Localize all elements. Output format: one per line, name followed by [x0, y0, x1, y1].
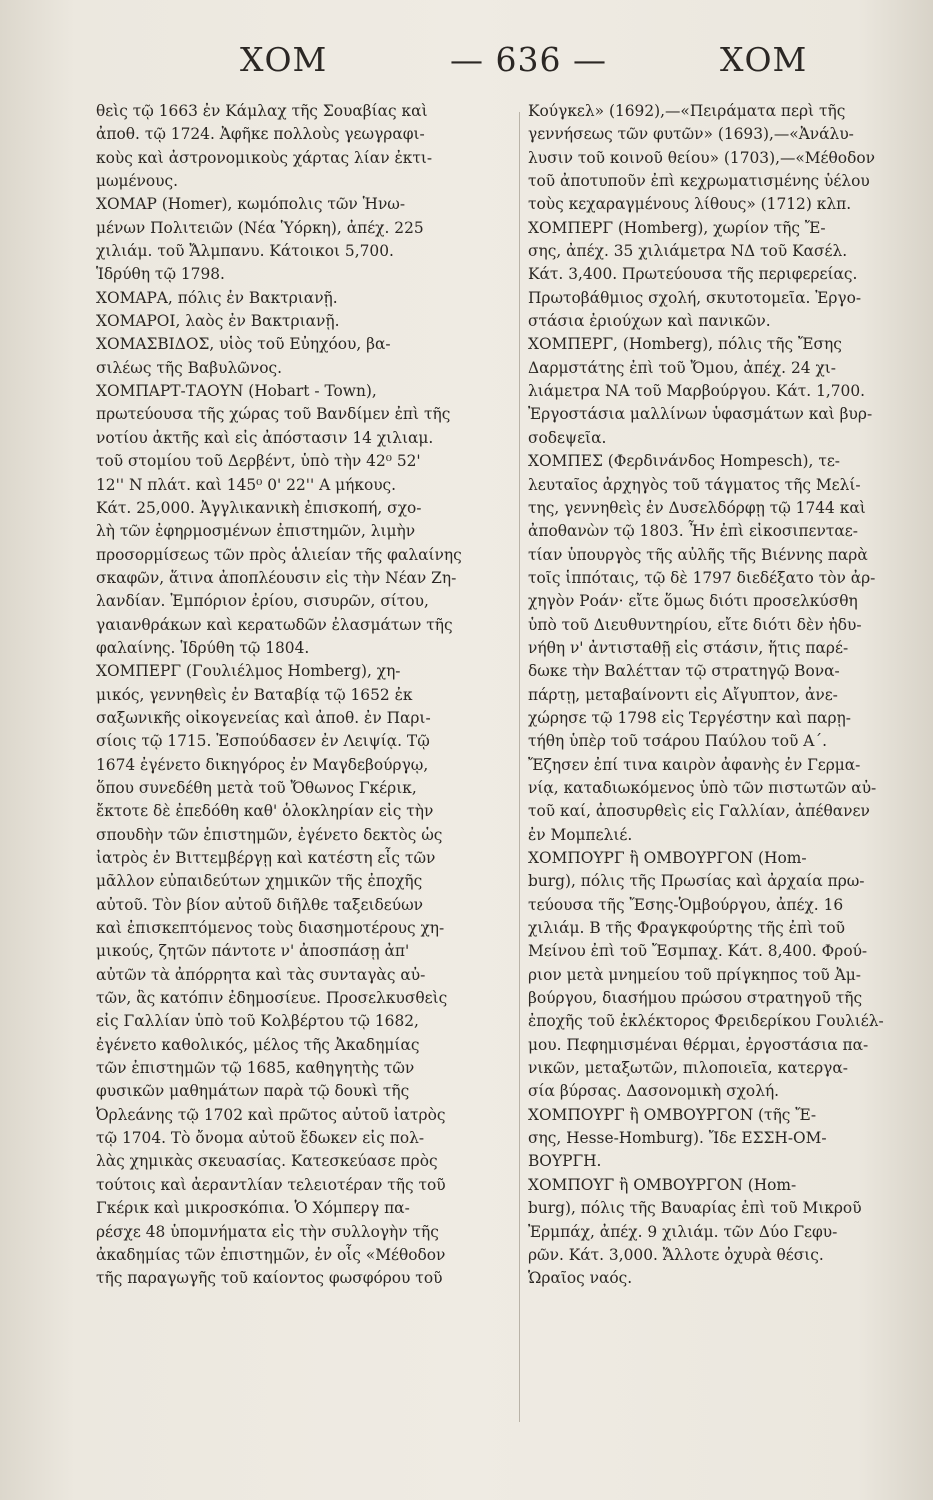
text-line: Γκέρικ καὶ μικροσκόπια. Ὁ Χόμπεργ πα- — [96, 1199, 410, 1218]
text-line: μικούς, ζητῶν πάντοτε ν' ἀποσπάσῃ ἀπ' — [96, 942, 410, 961]
text-line: Πρωτοβάθμιος σχολή, σκυτοτομεῖα. Ἐργο- — [528, 288, 862, 307]
text-line: Μείνου ἐπὶ τοῦ Ἔσμπαχ. Κάτ. 8,400. Φρού- — [528, 942, 868, 961]
text-line: Ἔζησεν ἐπί τινα καιρὸν ἀφανὴς ἐν Γερμα- — [528, 755, 861, 774]
text-line: ΧΟΜΠΟΥΡΓ ἢ ΟΜΒΟΥΡΓΟΝ (Hom- — [528, 849, 807, 867]
text-line: λανδίαν. Ἐμπόριον ἐρίου, σισυρῶν, σίτου, — [96, 592, 429, 611]
text-line: burg), πόλις τῆς Πρωσίας καὶ ἀρχαία πρω- — [528, 872, 865, 891]
text-line: Ἐρμπάχ, ἀπέχ. 9 χιλιάμ. τῶν Δύο Γεφυ- — [528, 1222, 838, 1241]
text-line: πρωτεύουσα τῆς χώρας τοῦ Βανδίμεν ἐπὶ τῆς — [96, 405, 451, 424]
text-line: πάρτῃ, μεταβαίνοντι εἰς Αἴγυπτον, ἀνε- — [528, 685, 838, 704]
text-line: ἐποχῆς τοῦ ἐκλέκτορος Φρειδερίκου Γουλιέλ- — [528, 1012, 884, 1031]
text-line: 1674 ἐγένετο δικηγόρος ἐν Μαγδεβούργῳ, — [96, 755, 429, 774]
text-line: ρέσχε 48 ὑπομνήματα εἰς τὴν συλλογὴν τῆς — [96, 1222, 439, 1241]
text-line: λευταῖος ἀρχηγὸς τοῦ τάγματος τῆς Μελί- — [528, 475, 861, 494]
text-line: Κούγκελ» (1692),—«Πειράματα περὶ τῆς — [528, 102, 846, 120]
text-line: τοῖς ἱππόταις, τῷ δὲ 1797 διεδέξατο τὸν ἀρ- — [528, 568, 876, 587]
text-line: δωκε τὴν Βαλέτταν τῷ στρατηγῷ Βονα- — [528, 662, 840, 681]
text-line: χιλιάμ. τοῦ Ἄλμπανυ. Κάτοικοι 5,700. — [96, 242, 394, 261]
text-line: ἀποθ. τῷ 1724. Ἀφῆκε πολλοὺς γεωγραφι- — [96, 125, 425, 144]
text-line: Ὡραῖος ναός. — [528, 1269, 633, 1288]
header-guide-word-left: ΧΟΜ — [240, 40, 328, 79]
text-line: ΒΟΥΡΓΗ. — [528, 1152, 602, 1171]
text-line: σκαφῶν, ἅτινα ἀποπλέουσιν εἰς τὴν Νέαν Ζη- — [96, 568, 457, 587]
text-line: τῷ 1704. Τὸ ὄνομα αὐτοῦ ἔδωκεν εἰς πολ- — [96, 1129, 425, 1148]
text-line: λυσιν τοῦ κοινοῦ θείου» (1703),—«Μέθοδον — [528, 148, 875, 167]
text-line: ΧΟΜΑΣΒΙΔΟΣ, υἱὸς τοῦ Εὐηχόου, βα- — [96, 335, 391, 354]
text-line: χώρησε τῷ 1798 εἰς Τεργέστην καὶ παρῃ- — [528, 708, 851, 727]
text-line: σιλέως τῆς Βαβυλῶνος. — [96, 358, 282, 377]
text-line: ἔκτοτε δὲ ἐπεδόθη καθ' ὁλοκληρίαν εἰς τὴν — [96, 802, 434, 821]
text-line: ἐγένετο καθολικός, μέλος τῆς Ἀκαδημίας — [96, 1035, 420, 1054]
text-line: νίᾳ, καταδιωκόμενος ὑπὸ τῶν πιστωτῶν αὐ- — [528, 778, 877, 797]
text-line: Δαρμστάτης ἐπὶ τοῦ Ὄμου, ἀπέχ. 24 χι- — [528, 358, 837, 377]
text-line: τῶν ἐπιστημῶν τῷ 1685, καθηγητὴς τῶν — [96, 1059, 415, 1078]
text-line: Ἐργοστάσια μαλλίνων ὑφασμάτων καὶ βυρ- — [528, 405, 873, 424]
text-line: νοτίου ἀκτῆς καὶ εἰς ἀπόστασιν 14 χιλιαμ. — [96, 428, 434, 447]
text-line: ΧΟΜΠΕΣ (Φερδινάνδος Hompesch), τε- — [528, 452, 841, 471]
text-line: μου. Πεφημισμέναι θέρμαι, ἐργοστάσια πα- — [528, 1035, 869, 1054]
text-line: καὶ ἐπισκεπτόμενος τοὺς διασημοτέρους χη- — [96, 919, 445, 938]
header-guide-word-right: ΧΟΜ — [720, 40, 808, 79]
text-line: ΧΟΜΠΟΥΡΓ ἢ ΟΜΒΟΥΡΓΟΝ (τῆς Ἔ- — [528, 1105, 817, 1124]
text-line: ΧΟΜΑΡ (Homer), κωμόπολις τῶν Ἡνω- — [96, 195, 406, 214]
text-line: τῆς παραγωγῆς τοῦ καίοντος φωσφόρου τοῦ — [96, 1269, 443, 1288]
text-line: σπουδὴν τῶν ἐπιστημῶν, ἐγένετο δεκτὸς ὡς — [96, 825, 443, 844]
text-line: ριον μετὰ μνημείου τοῦ πρίγκηπος τοῦ Ἀμ- — [528, 965, 861, 984]
text-line: φαλαίνης. Ἱδρύθη τῷ 1804. — [96, 638, 310, 657]
text-line: ρῶν. Κάτ. 3,000. Ἄλλοτε ὀχυρὰ θέσις. — [528, 1245, 824, 1264]
text-line: τίαν ὑπουργὸς τῆς αὐλῆς τῆς Βιέννης παρὰ — [528, 545, 868, 564]
text-line: μωμένους. — [96, 172, 179, 191]
text-line: σία βύρσας. Δασονομικὴ σχολή. — [528, 1082, 780, 1101]
text-line: Κάτ. 25,000. Ἀγγλικανικὴ ἐπισκοπή, σχο- — [96, 498, 422, 517]
text-line: μικός, γεννηθεὶς ἐν Βαταβίᾳ τῷ 1652 ἐκ — [96, 685, 413, 704]
text-line: νήθη ν' ἀντισταθῇ εἰς στάσιν, ἥτις παρέ- — [528, 638, 849, 657]
text-line: γαιανθράκων καὶ κερατωδῶν ἐλασμάτων τῆς — [96, 615, 453, 634]
text-line: αὐτῶν τὰ ἀπόρρητα καὶ τὰς συνταγὰς αὐ- — [96, 965, 426, 984]
text-line: burg), πόλις τῆς Βαυαρίας ἐπὶ τοῦ Μικροῦ — [528, 1199, 862, 1218]
text-line: γεννήσεως τῶν φυτῶν» (1693),—«Ἀνάλυ- — [528, 125, 854, 144]
text-line: ΧΟΜΠΕΡΓ (Homberg), χωρίον τῆς Ἔ- — [528, 218, 826, 237]
text-line: τούτοις καὶ ἀεραντλίαν τελειοτέραν τῆς τοῦ — [96, 1175, 446, 1194]
page-number: — 636 — — [450, 40, 607, 79]
text-line: αὐτοῦ. Τὸν βίον αὐτοῦ διῆλθε ταξειδεύων — [96, 895, 423, 914]
text-line: χιλιάμ. Β τῆς Φραγκφούρτης τῆς ἐπὶ τοῦ — [528, 919, 846, 938]
text-line: βούργου, διασήμου πρώσου στρατηγοῦ τῆς — [528, 989, 863, 1008]
text-line: Ὀρλεάνης τῷ 1702 καὶ πρῶτος αὐτοῦ ἰατρὸς — [96, 1105, 446, 1124]
text-line: ΧΟΜΠΑΡΤ-ΤΑΟΥΝ (Hobart - Town), — [96, 382, 377, 401]
text-line: Ἱδρύθη τῷ 1798. — [96, 265, 225, 284]
text-line: ἐν Μομπελιέ. — [528, 825, 633, 844]
column-divider — [519, 112, 520, 1422]
text-line: ἀποθανὼν τῷ 1803. Ἦν ἐπὶ εἰκοσιπενταε- — [528, 522, 858, 541]
text-line: μᾶλλον εὐπαιδεύτων χημικῶν τῆς ἐποχῆς — [96, 872, 423, 891]
left-column — [96, 100, 514, 1480]
text-line: προσορμίσεως τῶν πρὸς ἁλιείαν τῆς φαλαίνης — [96, 545, 462, 564]
text-line: εἰς Γαλλίαν ὑπὸ τοῦ Κολβέρτου τῷ 1682, — [96, 1012, 419, 1031]
text-line: 12'' Ν πλάτ. καὶ 145⁰ 0' 22'' Α μήκους. — [96, 475, 397, 494]
text-line: σαξωνικῆς οἰκογενείας καὶ ἀποθ. ἐν Παρι- — [96, 708, 431, 727]
text-line: τοῦ καί, ἀποσυρθεὶς εἰς Γαλλίαν, ἀπέθανεν — [528, 802, 870, 821]
text-line: ὑπὸ τοῦ Διευθυντηρίου, εἴτε διότι δὲν ἠδυ- — [528, 615, 862, 634]
text-line: λὰς χημικὰς σκευασίας. Κατεσκεύασε πρὸς — [96, 1152, 438, 1171]
text-line: σίοις τῷ 1715. Ἐσπούδασεν ἐν Λειψίᾳ. Τῷ — [96, 732, 430, 751]
right-column — [528, 100, 933, 1480]
text-line: χηγὸν Ροάν· εἴτε ὅμως διότι προσελκύσθη — [528, 592, 858, 611]
text-line: θεὶς τῷ 1663 ἐν Κάμλαχ τῆς Σουαβίας καὶ — [96, 102, 428, 120]
text-line: ΧΟΜΠΟΥΓ ἢ ΟΜΒΟΥΡΓΟΝ (Hom- — [528, 1175, 797, 1194]
text-line: μένων Πολιτειῶν (Νέα Ὑόρκη), ἀπέχ. 225 — [96, 218, 424, 237]
text-line: ΧΟΜΠΕΡΓ (Γουλιέλμος Homberg), χη- — [96, 662, 401, 681]
text-line: ἀκαδημίας τῶν ἐπιστημῶν, ἐν οἷς «Μέθοδον — [96, 1245, 446, 1264]
text-line: ΧΟΜΑΡΑ, πόλις ἐν Βακτριανῇ. — [96, 288, 338, 307]
running-header — [0, 40, 933, 90]
text-line: τοῦ ἀποτυποῦν ἐπὶ κεχρωματισμένης ὑέλου — [528, 172, 870, 191]
text-line: φυσικῶν μαθημάτων παρὰ τῷ δουκὶ τῆς — [96, 1082, 410, 1101]
text-line: στάσια ἐριούχων καὶ πανικῶν. — [528, 312, 771, 331]
text-line: σης, ἀπέχ. 35 χιλιάμετρα ΝΔ τοῦ Κασέλ. — [528, 242, 848, 261]
text-line: λιάμετρα ΝΑ τοῦ Μαρβούργου. Κάτ. 1,700. — [528, 382, 866, 401]
text-line: τοὺς κεχαραγμένους λίθους» (1712) κλπ. — [528, 195, 852, 214]
text-line: ὅπου συνεδέθη μετὰ τοῦ Ὄθωνος Γκέρικ, — [96, 778, 417, 797]
text-line: τῶν, ἃς κατόπιν ἐδημοσίευε. Προσελκυσθεὶς — [96, 989, 448, 1008]
text-line: Κάτ. 3,400. Πρωτεύουσα τῆς περιφερείας. — [528, 265, 858, 284]
text-line: ΧΟΜΑΡΟΙ, λαὸς ἐν Βακτριανῇ. — [96, 312, 340, 331]
text-line: της, γεννηθεὶς ἐν Δυσελδόρφῃ τῷ 1744 καὶ — [528, 498, 866, 517]
text-line: κοὺς καὶ ἀστρονομικοὺς χάρτας λίαν ἐκτι- — [96, 148, 433, 167]
text-line: σης, Hesse-Homburg). Ἴδε ΕΣΣΗ-ΟΜ- — [528, 1129, 827, 1148]
text-line: τήθη ὑπὲρ τοῦ τσάρου Παύλου τοῦ Α΄. — [528, 732, 827, 751]
text-line: λὴ τῶν ἐφηρμοσμένων ἐπιστημῶν, λιμὴν — [96, 522, 416, 541]
text-line: ἰατρὸς ἐν Βιττεμβέργῃ καὶ κατέστη εἷς τῶν — [96, 849, 436, 867]
text-line: τοῦ στομίου τοῦ Δερβέντ, ὑπὸ τὴν 42⁰ 52' — [96, 452, 421, 471]
text-line: ΧΟΜΠΕΡΓ, (Homberg), πόλις τῆς Ἔσης — [528, 335, 842, 354]
text-line: νικῶν, μεταξωτῶν, πιλοποιεῖα, κατεργα- — [528, 1059, 848, 1078]
text-line: τεύουσα τῆς Ἔσης-Ὁμβούργου, ἀπέχ. 16 — [528, 895, 844, 914]
text-line: σοδεψεῖα. — [528, 428, 607, 447]
